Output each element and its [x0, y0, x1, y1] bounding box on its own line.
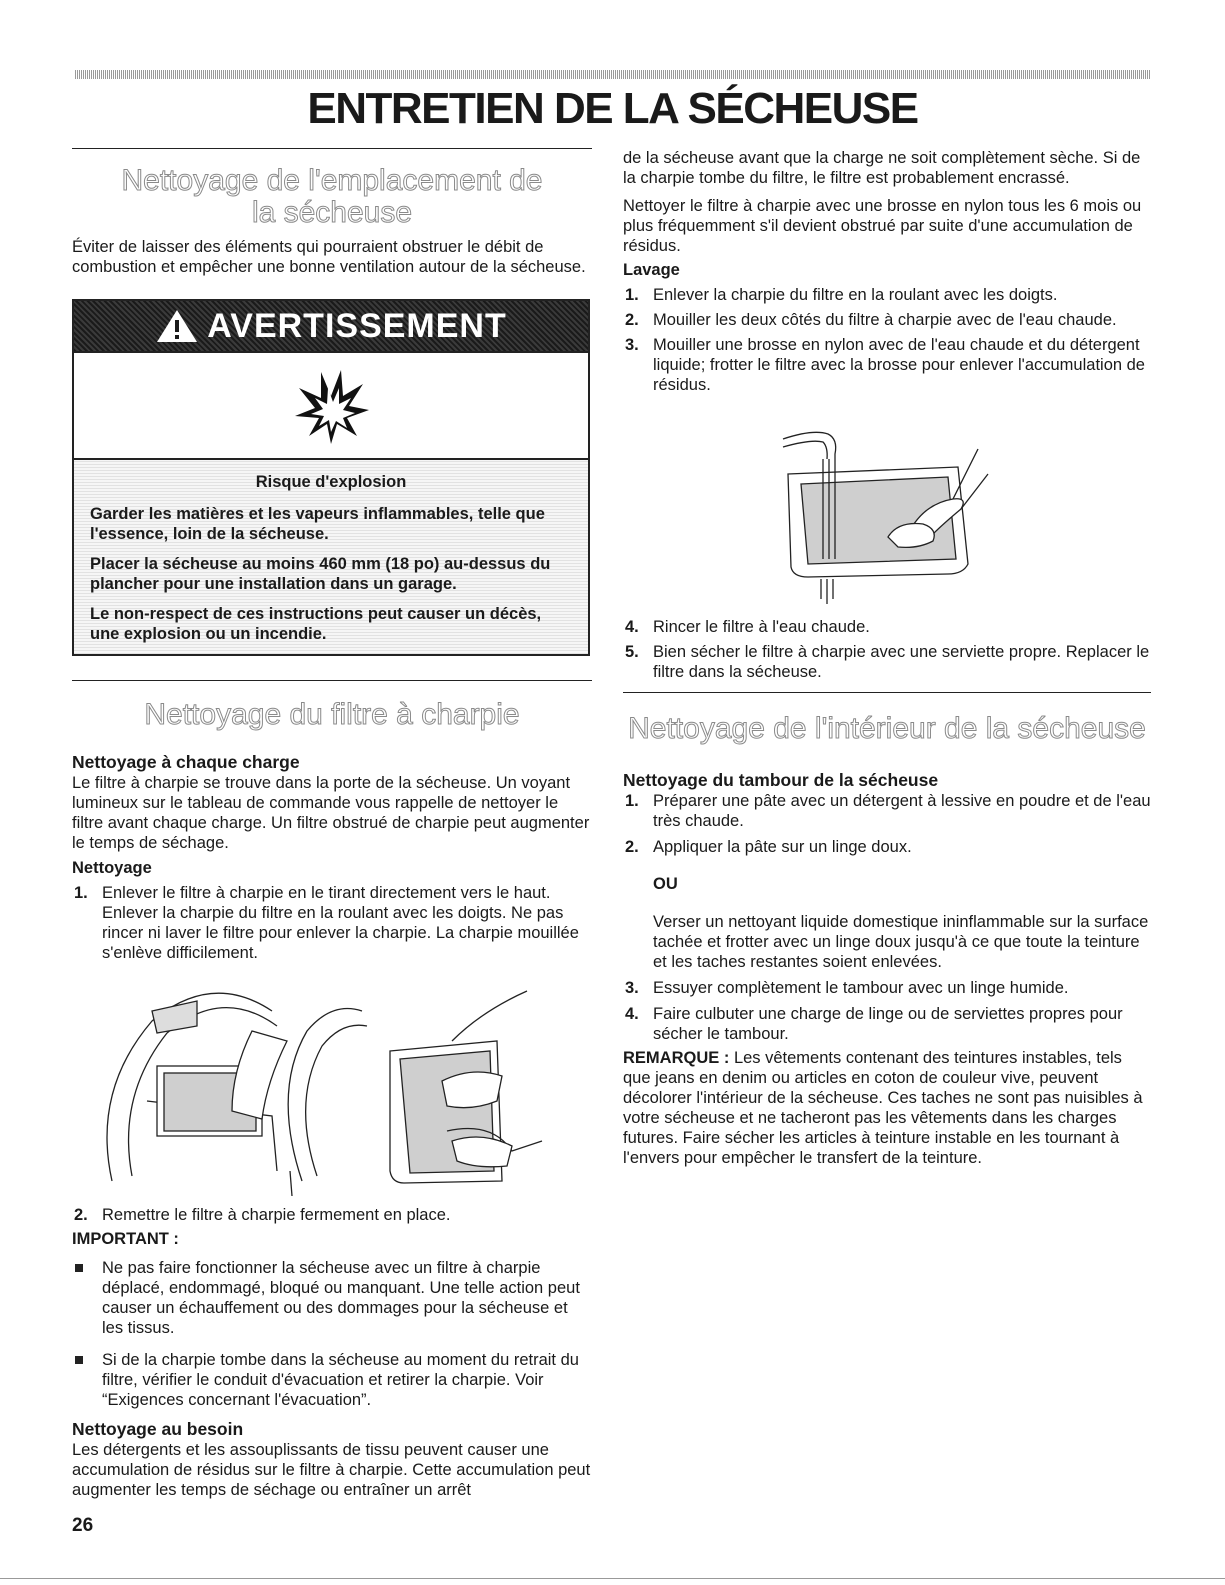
section-divider	[623, 692, 1151, 693]
list-number: 2.	[625, 838, 639, 856]
bullet-square-icon	[75, 1264, 83, 1272]
alternative-paragraph: Verser un nettoyant liquide domestique ininflammable sur la surface tachée et frotter avec un linge doux jusqu'à ce que toute la teinture et les taches restantes soient enlevées.	[653, 913, 1149, 971]
warning-triangle-icon	[155, 308, 199, 344]
list-item	[623, 791, 1151, 831]
warning-risk-title: Risque d'explosion	[255, 473, 407, 491]
warning-header-text: AVERTISSEMENT	[207, 306, 507, 345]
continued-paragraph: de la sécheuse avant que la charge ne soit complètement sèche. Si de la charpie tombe du filtre, le filtre est probablement encrassé.	[623, 149, 1141, 187]
subheading-nettoyage: Nettoyage	[72, 859, 152, 877]
subheading-tambour: Nettoyage du tambour de la sécheuse	[623, 770, 939, 790]
list-item	[623, 335, 1151, 395]
list-number: 5.	[625, 643, 639, 661]
subheading-lavage: Lavage	[623, 261, 680, 279]
warning-icon-area	[74, 351, 588, 460]
bullet-square-icon	[75, 1356, 83, 1364]
list-number: 3.	[625, 979, 639, 997]
list-item	[623, 617, 1151, 637]
list-number: 1.	[625, 286, 639, 304]
left-column	[72, 148, 592, 1500]
list-text: Rincer le filtre à l'eau chaude.	[653, 618, 870, 636]
right-column	[623, 148, 1151, 1168]
lint-filter-removal-illustration	[72, 971, 592, 1197]
list-text: Appliquer la pâte sur un linge doux.	[653, 838, 912, 856]
list-text: Enlever le filtre à charpie en le tirant directement vers le haut. Enlever la charpie du filtre en la roulant avec les doigts. Ne pas rincer ni laver le filtre pour enlever la charpie. La charpie mouillée s'enlève difficilement.	[102, 884, 579, 962]
list-text: Faire culbuter une charge de linge ou de serviettes propres pour sécher le tambour.	[653, 1005, 1123, 1043]
list-item	[623, 642, 1151, 682]
important-label: IMPORTANT :	[72, 1230, 179, 1248]
bullet-item	[72, 1350, 592, 1410]
warning-line-2: Placer la sécheuse au moins 460 mm (18 po) au-dessus du plancher pour une installation dans un garage.	[90, 555, 551, 593]
remarque-paragraph	[623, 1048, 1151, 1168]
warning-line-1: Garder les matières et les vapeurs inflammables, telle que l'essence, loin de la sécheuse.	[90, 505, 545, 543]
section-divider	[72, 148, 592, 149]
section-heading-interieur: Nettoyage de l'intérieur de la sécheuse	[628, 712, 1146, 745]
list-text: Remettre le filtre à charpie fermement en place.	[102, 1206, 451, 1224]
list-number: 2.	[625, 311, 639, 329]
list-text: Mouiller les deux côtés du filtre à charpie avec de l'eau chaude.	[653, 311, 1117, 329]
list-text: Mouiller une brosse en nylon avec de l'eau chaude et du détergent liquide; frotter le filtre avec la brosse pour enlever l'accumulation de résidus.	[653, 336, 1145, 394]
list-number: 4.	[625, 618, 639, 636]
bullet-text: Si de la charpie tombe dans la sécheuse au moment du retrait du filtre, vérifier le conduit d'évacuation et retirer la charpie. Voir “Exigences concernant l'évacuation”.	[102, 1351, 579, 1409]
page-number: 26	[72, 1515, 94, 1536]
list-item	[72, 883, 592, 963]
filtre-paragraph: Le filtre à charpie se trouve dans la porte de la sécheuse. Un voyant lumineux sur le tableau de commande vous rappelle de nettoyer le filtre avant chaque charge. Un filtre obstrué de charpie peut augmenter le temps de séchage.	[72, 774, 590, 852]
bullet-text: Ne pas faire fonctionner la sécheuse avec un filtre à charpie déplacé, endommagé, bloqué ou manquant. Une telle action peut causer un échauffement ou des dommages pour la sécheuse et les tissus.	[102, 1259, 580, 1337]
explosion-icon	[291, 366, 371, 446]
warning-box	[72, 299, 590, 656]
emplacement-paragraph: Éviter de laisser des éléments qui pourraient obstruer le débit de combustion et empêcher une bonne ventilation autour de la sécheuse.	[72, 238, 586, 276]
list-number: 3.	[625, 336, 639, 354]
list-number: 1.	[625, 792, 639, 810]
list-text: Préparer une pâte avec un détergent à lessive en poudre et de l'eau très chaude.	[653, 792, 1151, 830]
warning-header	[74, 301, 588, 351]
page-title: ENTRETIEN DE LA SÉCHEUSE	[307, 84, 918, 133]
subheading-au-besoin: Nettoyage au besoin	[72, 1419, 244, 1439]
section-heading-filtre: Nettoyage du filtre à charpie	[144, 698, 520, 731]
list-text: Enlever la charpie du filtre en la roulant avec les doigts.	[653, 286, 1058, 304]
bottom-border	[0, 1578, 1225, 1579]
section-divider	[72, 680, 592, 681]
remarque-label: REMARQUE :	[623, 1049, 730, 1067]
subheading-chaque-charge: Nettoyage à chaque charge	[72, 752, 300, 772]
top-decorative-band	[75, 70, 1150, 79]
remarque-text: Les vêtements contenant des teintures instables, tels que jeans en denim ou articles en coton de couleur vive, peuvent décolorer l'intérieur de la sécheuse. Ces taches ne sont pas nuisibles à votre sécheuse et ne tacheront pas les vêtements dans les charges futures. Faire sécher les articles à teinture instable en les tournant à l'envers pour empêcher le transfert de la teinture.	[623, 1049, 1143, 1167]
list-item	[623, 1004, 1151, 1044]
bullet-item	[72, 1258, 592, 1338]
list-number: 1.	[74, 884, 88, 902]
list-item	[72, 1205, 592, 1225]
list-number: 2.	[74, 1206, 88, 1224]
warning-body	[74, 460, 588, 654]
list-text: Essuyer complètement le tambour avec un linge humide.	[653, 979, 1069, 997]
section-heading-emplacement: Nettoyage de l'emplacement de la sécheuse	[121, 164, 543, 229]
ou-label: OU	[653, 875, 678, 893]
filter-washing-illustration	[623, 409, 1151, 609]
warning-line-3: Le non-respect de ces instructions peut causer un décès, une explosion ou un incendie.	[90, 605, 542, 643]
list-item	[623, 978, 1151, 998]
list-item	[623, 285, 1151, 305]
au-besoin-paragraph: Les détergents et les assouplissants de tissu peuvent causer une accumulation de résidus sur le filtre à charpie. Cette accumulation peut augmenter les temps de séchage ou entraîner un arrêt	[72, 1441, 591, 1499]
list-item	[623, 310, 1151, 330]
brush-paragraph: Nettoyer le filtre à charpie avec une brosse en nylon tous les 6 mois ou plus fréquemment s'il devient obstrué par suite d'une accumulation de résidus.	[623, 197, 1142, 255]
list-number: 4.	[625, 1005, 639, 1023]
list-item	[623, 837, 1151, 857]
list-text: Bien sécher le filtre à charpie avec une serviette propre. Replacer le filtre dans la sécheuse.	[653, 643, 1150, 681]
